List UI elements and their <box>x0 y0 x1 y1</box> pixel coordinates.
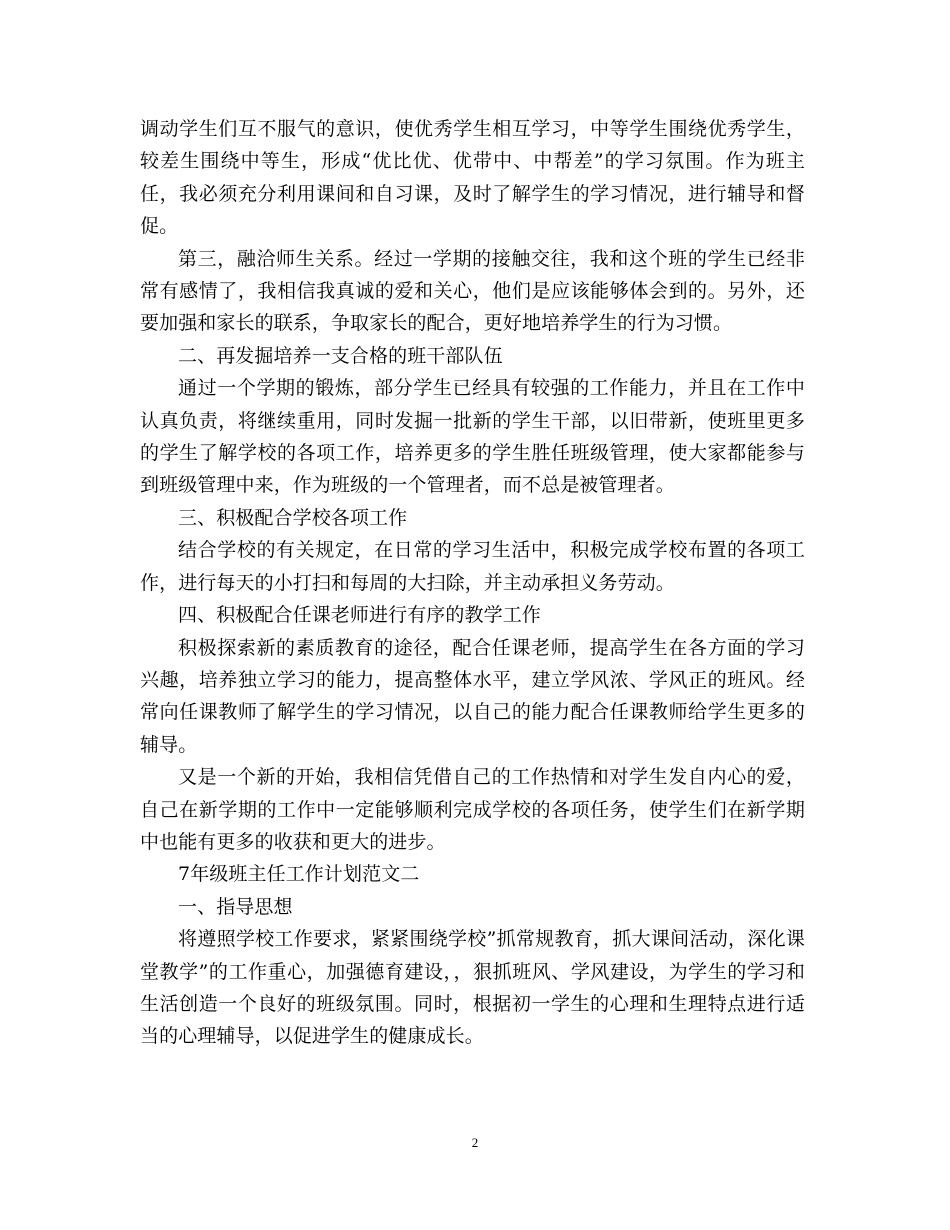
document-body <box>140 113 805 1053</box>
heading-guiding-ideology: 一、指导思想 <box>178 895 293 918</box>
heading-teaching-work: 四、积极配合任课老师进行有序的教学工作 <box>178 604 541 627</box>
paragraph-guiding-ideology: 将遵照学校工作要求，紧紧围绕学校”抓常规教育，抓大课间活动，深化课堂教学”的工作重心，加强德育建设，，狠抓班风、学风建设，为学生的学习和生活创造一个良好的班级氛围。同时，根据初一学生的心理和生理特点进行适当的心理辅导，以促进学生的健康成长。 <box>140 928 805 1048</box>
paragraph-class-cadre: 通过一个学期的锻炼，部分学生已经具有较强的工作能力，并且在工作中认真负责，将继续重用，同时发掘一批新的学生干部，以旧带新，使班里更多的学生了解学校的各项工作，培养更多的学生胜任班级管理，使大家都能参与到班级管理中来，作为班级的一个管理者，而不总是被管理者。 <box>140 377 805 497</box>
paragraph-continuation: 调动学生们互不服气的意识，使优秀学生相互学习，中等学生围绕优秀学生，较差生围绕中等生，形成“优比优、优带中、中帮差”的学习氛围。作为班主任，我必须充分利用课间和自习课，及时了解学生的学习情况，进行辅导和督促。 <box>140 118 805 238</box>
paragraph-teacher-student-relation: 第三，融洽师生关系。经过一学期的接触交往，我和这个班的学生已经非常有感情了，我相信我真诚的爱和关心，他们是应该能够体会到的。另外，还要加强和家长的联系，争取家长的配合，更好地培养学生的行为习惯。 <box>140 247 805 335</box>
paragraph-school-work: 结合学校的有关规定，在日常的学习生活中，积极完成学校布置的各项工作，进行每天的小打扫和每周的大扫除，并主动承担义务劳动。 <box>140 539 805 594</box>
heading-school-work: 三、积极配合学校各项工作 <box>178 506 408 529</box>
paragraph-new-beginning: 又是一个新的开始，我相信凭借自己的工作热情和对学生发自内心的爱，自己在新学期的工作中一定能够顺利完成学校的各项任务，使学生们在新学期中也能有更多的收获和更大的进步。 <box>140 766 805 853</box>
paragraph-teaching-work: 积极探索新的素质教育的途径，配合任课老师，提高学生在各方面的学习兴趣，培养独立学习的能力，提高整体水平，建立学风浓、学风正的班风。经常向任课教师了解学生的学习情况，以自己的能力配合任课教师给学生更多的辅导。 <box>140 636 805 756</box>
section-title-sample-two: 7年级班主任工作计划范文二 <box>178 863 420 886</box>
page-number: 2 <box>471 1135 479 1150</box>
heading-class-cadre: 二、再发掘培养一支合格的班干部队伍 <box>178 344 503 367</box>
